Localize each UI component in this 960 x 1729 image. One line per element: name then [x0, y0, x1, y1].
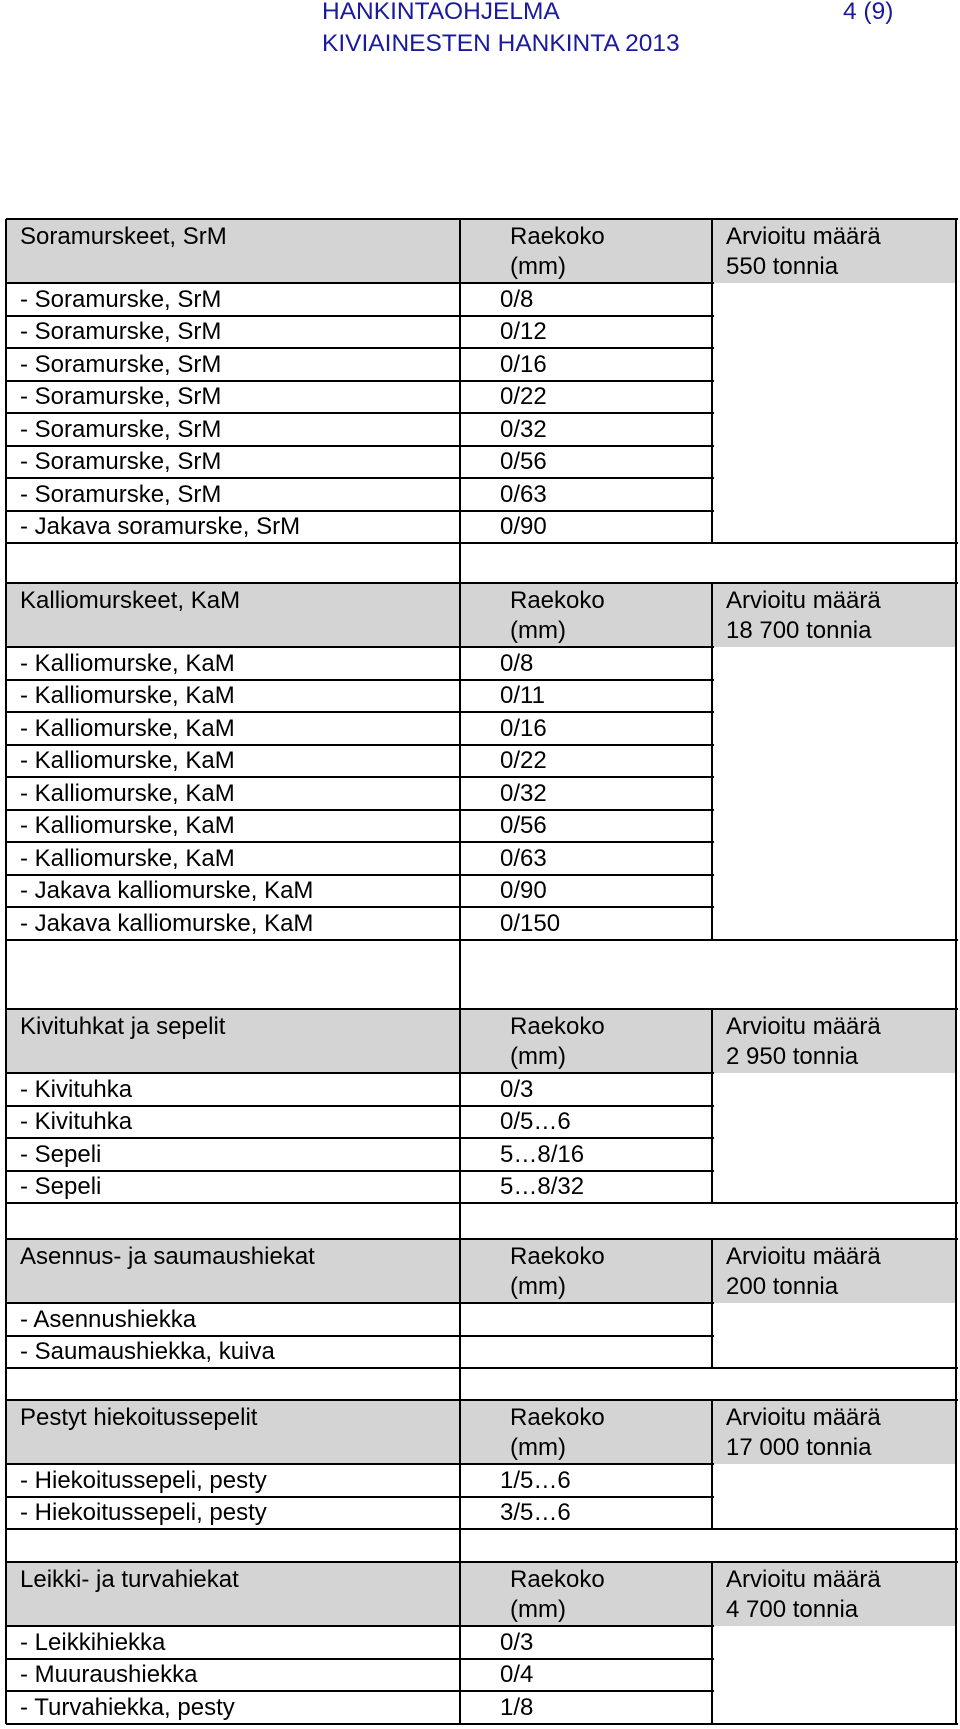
item-name: - Hiekoitussepeli, pesty [20, 1499, 267, 1526]
size-column-label: Raekoko [510, 1013, 605, 1040]
table-rule [459, 1203, 461, 1239]
item-size: 0/56 [500, 812, 547, 839]
item-name: - Soramurske, SrM [20, 480, 222, 508]
size-column-label: Raekoko [510, 223, 605, 250]
table-rule [6, 582, 958, 584]
amount-value: 18 700 tonnia [726, 617, 872, 644]
amount-value: 2 950 tonnia [726, 1043, 859, 1070]
table-rule [955, 940, 957, 1010]
table-rule [955, 1009, 957, 1203]
item-name: - Sepeli [20, 1173, 102, 1200]
table-rule [459, 219, 461, 543]
amount-label: Arvioitu määrä [726, 587, 881, 614]
item-name: - Asennushiekka [20, 1305, 197, 1333]
item-name: - Soramurske, SrM [20, 448, 222, 475]
item-size: 0/16 [500, 714, 547, 742]
item-size: 0/32 [500, 415, 547, 443]
table-rule [5, 1562, 7, 1724]
item-size: 0/8 [500, 285, 534, 313]
amount-value: 550 tonnia [726, 253, 839, 280]
item-size: 0/32 [500, 779, 547, 807]
table-rule [6, 1399, 958, 1401]
table-rule [6, 1008, 958, 1010]
item-name: - Soramurske, SrM [20, 318, 222, 345]
table-rule [459, 1562, 461, 1724]
item-size: 0/150 [500, 909, 561, 937]
table-rule [5, 940, 7, 1010]
table-rule [6, 1367, 958, 1369]
item-size: 5…8/16 [500, 1140, 585, 1168]
table-rule [459, 1400, 461, 1529]
item-size: 0/56 [500, 448, 547, 475]
item-name: - Sepeli [20, 1140, 102, 1168]
table-rule [5, 1203, 7, 1239]
size-column-unit: (mm) [510, 1043, 566, 1070]
amount-value: 4 700 tonnia [726, 1596, 859, 1623]
table-rule [459, 1009, 461, 1203]
table-rule [712, 1723, 958, 1725]
item-size: 0/8 [500, 649, 534, 677]
item-name: - Leikkihiekka [20, 1628, 166, 1656]
table-rule [955, 1562, 957, 1724]
amount-label: Arvioitu määrä [726, 223, 881, 250]
item-size: 0/11 [500, 682, 545, 709]
item-name: - Kalliomurske, KaM [20, 747, 235, 774]
amount-value: 17 000 tonnia [726, 1434, 872, 1461]
table-rule [459, 1239, 461, 1368]
table-rule [6, 218, 958, 220]
item-name: - Soramurske, SrM [20, 350, 222, 378]
table-rule [955, 1203, 957, 1239]
item-size: 0/16 [500, 350, 547, 378]
table-rule [5, 1400, 7, 1529]
table-rule [955, 1368, 957, 1400]
amount-label: Arvioitu määrä [726, 1013, 881, 1040]
item-size: 0/63 [500, 844, 547, 872]
section-title: Leikki- ja turvahiekat [20, 1566, 239, 1593]
item-size: 0/90 [500, 513, 547, 540]
size-column-unit: (mm) [510, 253, 566, 280]
item-name: - Jakava kalliomurske, KaM [20, 877, 314, 904]
item-name: - Muuraushiekka [20, 1661, 198, 1688]
item-name: - Kalliomurske, KaM [20, 812, 235, 839]
item-name: - Soramurske, SrM [20, 415, 222, 443]
table-rule [5, 583, 7, 940]
table-rule [711, 1562, 713, 1724]
table-rule [711, 1239, 713, 1368]
size-column-unit: (mm) [510, 1273, 566, 1300]
table-rule [6, 1238, 958, 1240]
item-size: 0/12 [500, 318, 547, 345]
table-rule [6, 1723, 714, 1725]
table-rule [6, 1202, 958, 1204]
table-rule [711, 219, 713, 543]
document-title: HANKINTAOHJELMA [322, 0, 560, 25]
item-size: 0/5…6 [500, 1108, 571, 1135]
item-name: - Turvahiekka, pesty [20, 1693, 235, 1721]
size-column-unit: (mm) [510, 617, 566, 644]
section-title: Kivituhkat ja sepelit [20, 1013, 226, 1040]
item-size: 0/22 [500, 383, 547, 410]
table-rule [459, 1368, 461, 1400]
amount-value: 200 tonnia [726, 1273, 839, 1300]
table-rule [6, 1561, 958, 1563]
item-size: 0/90 [500, 877, 547, 904]
item-name: - Soramurske, SrM [20, 285, 222, 313]
item-size: 0/63 [500, 480, 547, 508]
table-rule [459, 940, 461, 1010]
size-column-unit: (mm) [510, 1434, 566, 1461]
table-rule [5, 1529, 7, 1562]
table-rule [6, 1170, 714, 1172]
size-column-label: Raekoko [510, 587, 605, 614]
table-rule [5, 1009, 7, 1203]
amount-label: Arvioitu määrä [726, 1566, 881, 1593]
size-column-label: Raekoko [510, 1243, 605, 1270]
item-name: - Hiekoitussepeli, pesty [20, 1466, 267, 1494]
table-rule [5, 1368, 7, 1400]
amount-label: Arvioitu määrä [726, 1404, 881, 1431]
table-rule [955, 219, 957, 543]
size-column-label: Raekoko [510, 1566, 605, 1593]
table-rule [6, 1137, 714, 1139]
item-size: 1/5…6 [500, 1466, 571, 1494]
item-name: - Soramurske, SrM [20, 383, 222, 410]
section-title: Asennus- ja saumaushiekat [20, 1243, 315, 1270]
size-column-label: Raekoko [510, 1404, 605, 1431]
item-name: - Kivituhka [20, 1075, 133, 1103]
table-rule [5, 1239, 7, 1368]
section-title: Kalliomurskeet, KaM [20, 587, 241, 614]
item-size: 0/22 [500, 747, 547, 774]
size-column-unit: (mm) [510, 1596, 566, 1623]
item-size: 5…8/32 [500, 1173, 585, 1200]
table-rule [459, 1529, 461, 1562]
item-name: - Kalliomurske, KaM [20, 779, 235, 807]
amount-label: Arvioitu määrä [726, 1243, 881, 1270]
item-size: 0/3 [500, 1628, 534, 1656]
table-rule [955, 1529, 957, 1562]
table-rule [6, 1528, 958, 1530]
table-rule [711, 1009, 713, 1203]
item-size: 3/5…6 [500, 1499, 571, 1526]
item-name: - Kalliomurske, KaM [20, 682, 235, 709]
section-title: Pestyt hiekoitussepelit [20, 1404, 258, 1431]
item-name: - Jakava soramurske, SrM [20, 513, 301, 540]
table-rule [955, 583, 957, 940]
item-name: - Jakava kalliomurske, KaM [20, 909, 314, 937]
table-rule [459, 543, 461, 583]
item-name: - Saumaushiekka, kuiva [20, 1338, 275, 1365]
page-number: 4 (9) [843, 0, 894, 25]
table-rule [955, 1239, 957, 1368]
table-rule [955, 1400, 957, 1529]
table-rule [5, 543, 7, 583]
item-name: - Kivituhka [20, 1108, 133, 1135]
item-name: - Kalliomurske, KaM [20, 649, 235, 677]
table-rule [5, 219, 7, 543]
item-name: - Kalliomurske, KaM [20, 714, 235, 742]
item-size: 0/3 [500, 1075, 534, 1103]
table-rule [459, 583, 461, 940]
table-rule [711, 583, 713, 940]
item-size: 0/4 [500, 1661, 534, 1688]
table-rule [6, 542, 958, 544]
item-size: 1/8 [500, 1693, 534, 1721]
item-name: - Kalliomurske, KaM [20, 844, 235, 872]
table-rule [955, 543, 957, 583]
section-title: Soramurskeet, SrM [20, 223, 227, 250]
table-rule [711, 1400, 713, 1529]
document-subtitle: KIVIAINESTEN HANKINTA 2013 [322, 30, 680, 57]
table-rule [6, 939, 958, 941]
